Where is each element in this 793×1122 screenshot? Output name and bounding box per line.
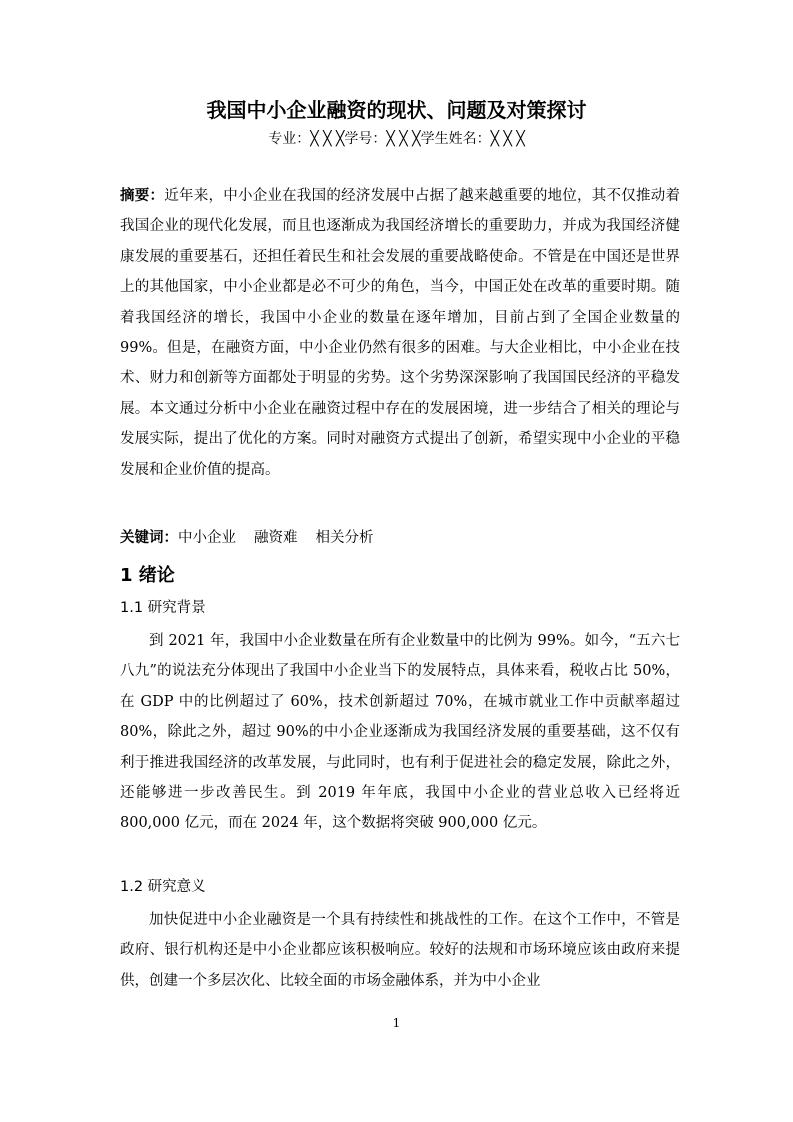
abstract-text: 近年来，中小企业在我国的经济发展中占据了越来越重要的地位，其不仅推动着我国企业的现代化发展，而且也逐渐成为我国经济增长的重要助力，并成为我国经济健康发展的重要基石，还担任着民生和社会发展的重要战略使命。不管是在中国还是世界上的其他国家，中小企业都是必不可少的角色，当今，中国正处在改革的重要时期。随着我国经济的增长，我国中小企业的数量在逐年增加，目前占到了全国企业数量的99%。但是，在融资方面，中小企业仍然有很多的困难。与大企业相比，中小企业在技术、财力和创新等方面都处于明显的劣势。这个劣势深深影响了我国国民经济的平稳发展。本文通过分析中小企业在融资过程中存在的发展困境，进一步结合了相关的理论与发展实际，提出了优化的方案。同时对融资方式提出了创新，希望实现中小企业的平稳发展和企业价值的提高。	[120, 188, 681, 478]
keywords-label: 关键词：	[120, 529, 178, 546]
keywords-line	[120, 527, 680, 549]
paragraph-background: 到 2021 年，我国中小企业数量在所有企业数量中的比例为 99%。如今，“五六七八九”的说法充分体现出了我国中小企业当下的发展特点，具体来看，税收占比 50%，在 GDP 中的比例超过了 60%，技术创新超过 70%，在城市就业工作中贡献率超过 80%，除此之外，超过 90%的中小企业逐渐成为我国经济发展的重要基础，这不仅有利于推进我国经济的改革发展，与此同时，也有利于促进社会的稳定发展，除此之外，还能够进一步改善民生。到 2019 年年底，我国中小企业的营业总收入已经将近 800,000 亿元，而在 2024 年，这个数据将突破 900,000 亿元。	[120, 633, 680, 832]
keyword-item: 相关分析	[315, 530, 374, 546]
author-info-line: 专业：╳ ╳ ╳学号：╳ ╳ ╳学生姓名：╳ ╳ ╳	[268, 131, 525, 147]
page-number: 1	[392, 1016, 401, 1030]
paragraph-significance: 加快促进中小企业融资是一个具有持续性和挑战性的工作。在这个工作中，不管是政府、银行机构还是中小企业都应该积极响应。较好的法规和市场环境应该由政府来提供，创建一个多层次化、比较全面的市场金融体系，并为中小企业	[120, 912, 680, 989]
keyword-item: 融资难	[254, 530, 298, 546]
subsection-heading-significance: 1.2 研究意义	[120, 879, 206, 895]
section-heading: 1 绪论	[120, 565, 175, 586]
subsection-heading-background: 1.1 研究背景	[120, 600, 206, 616]
keyword-item: 中小企业	[178, 530, 236, 546]
abstract-label: 摘要：	[120, 187, 165, 204]
abstract-block	[120, 181, 680, 485]
paper-title: 我国中小企业融资的现状、问题及对策探讨	[206, 98, 587, 122]
